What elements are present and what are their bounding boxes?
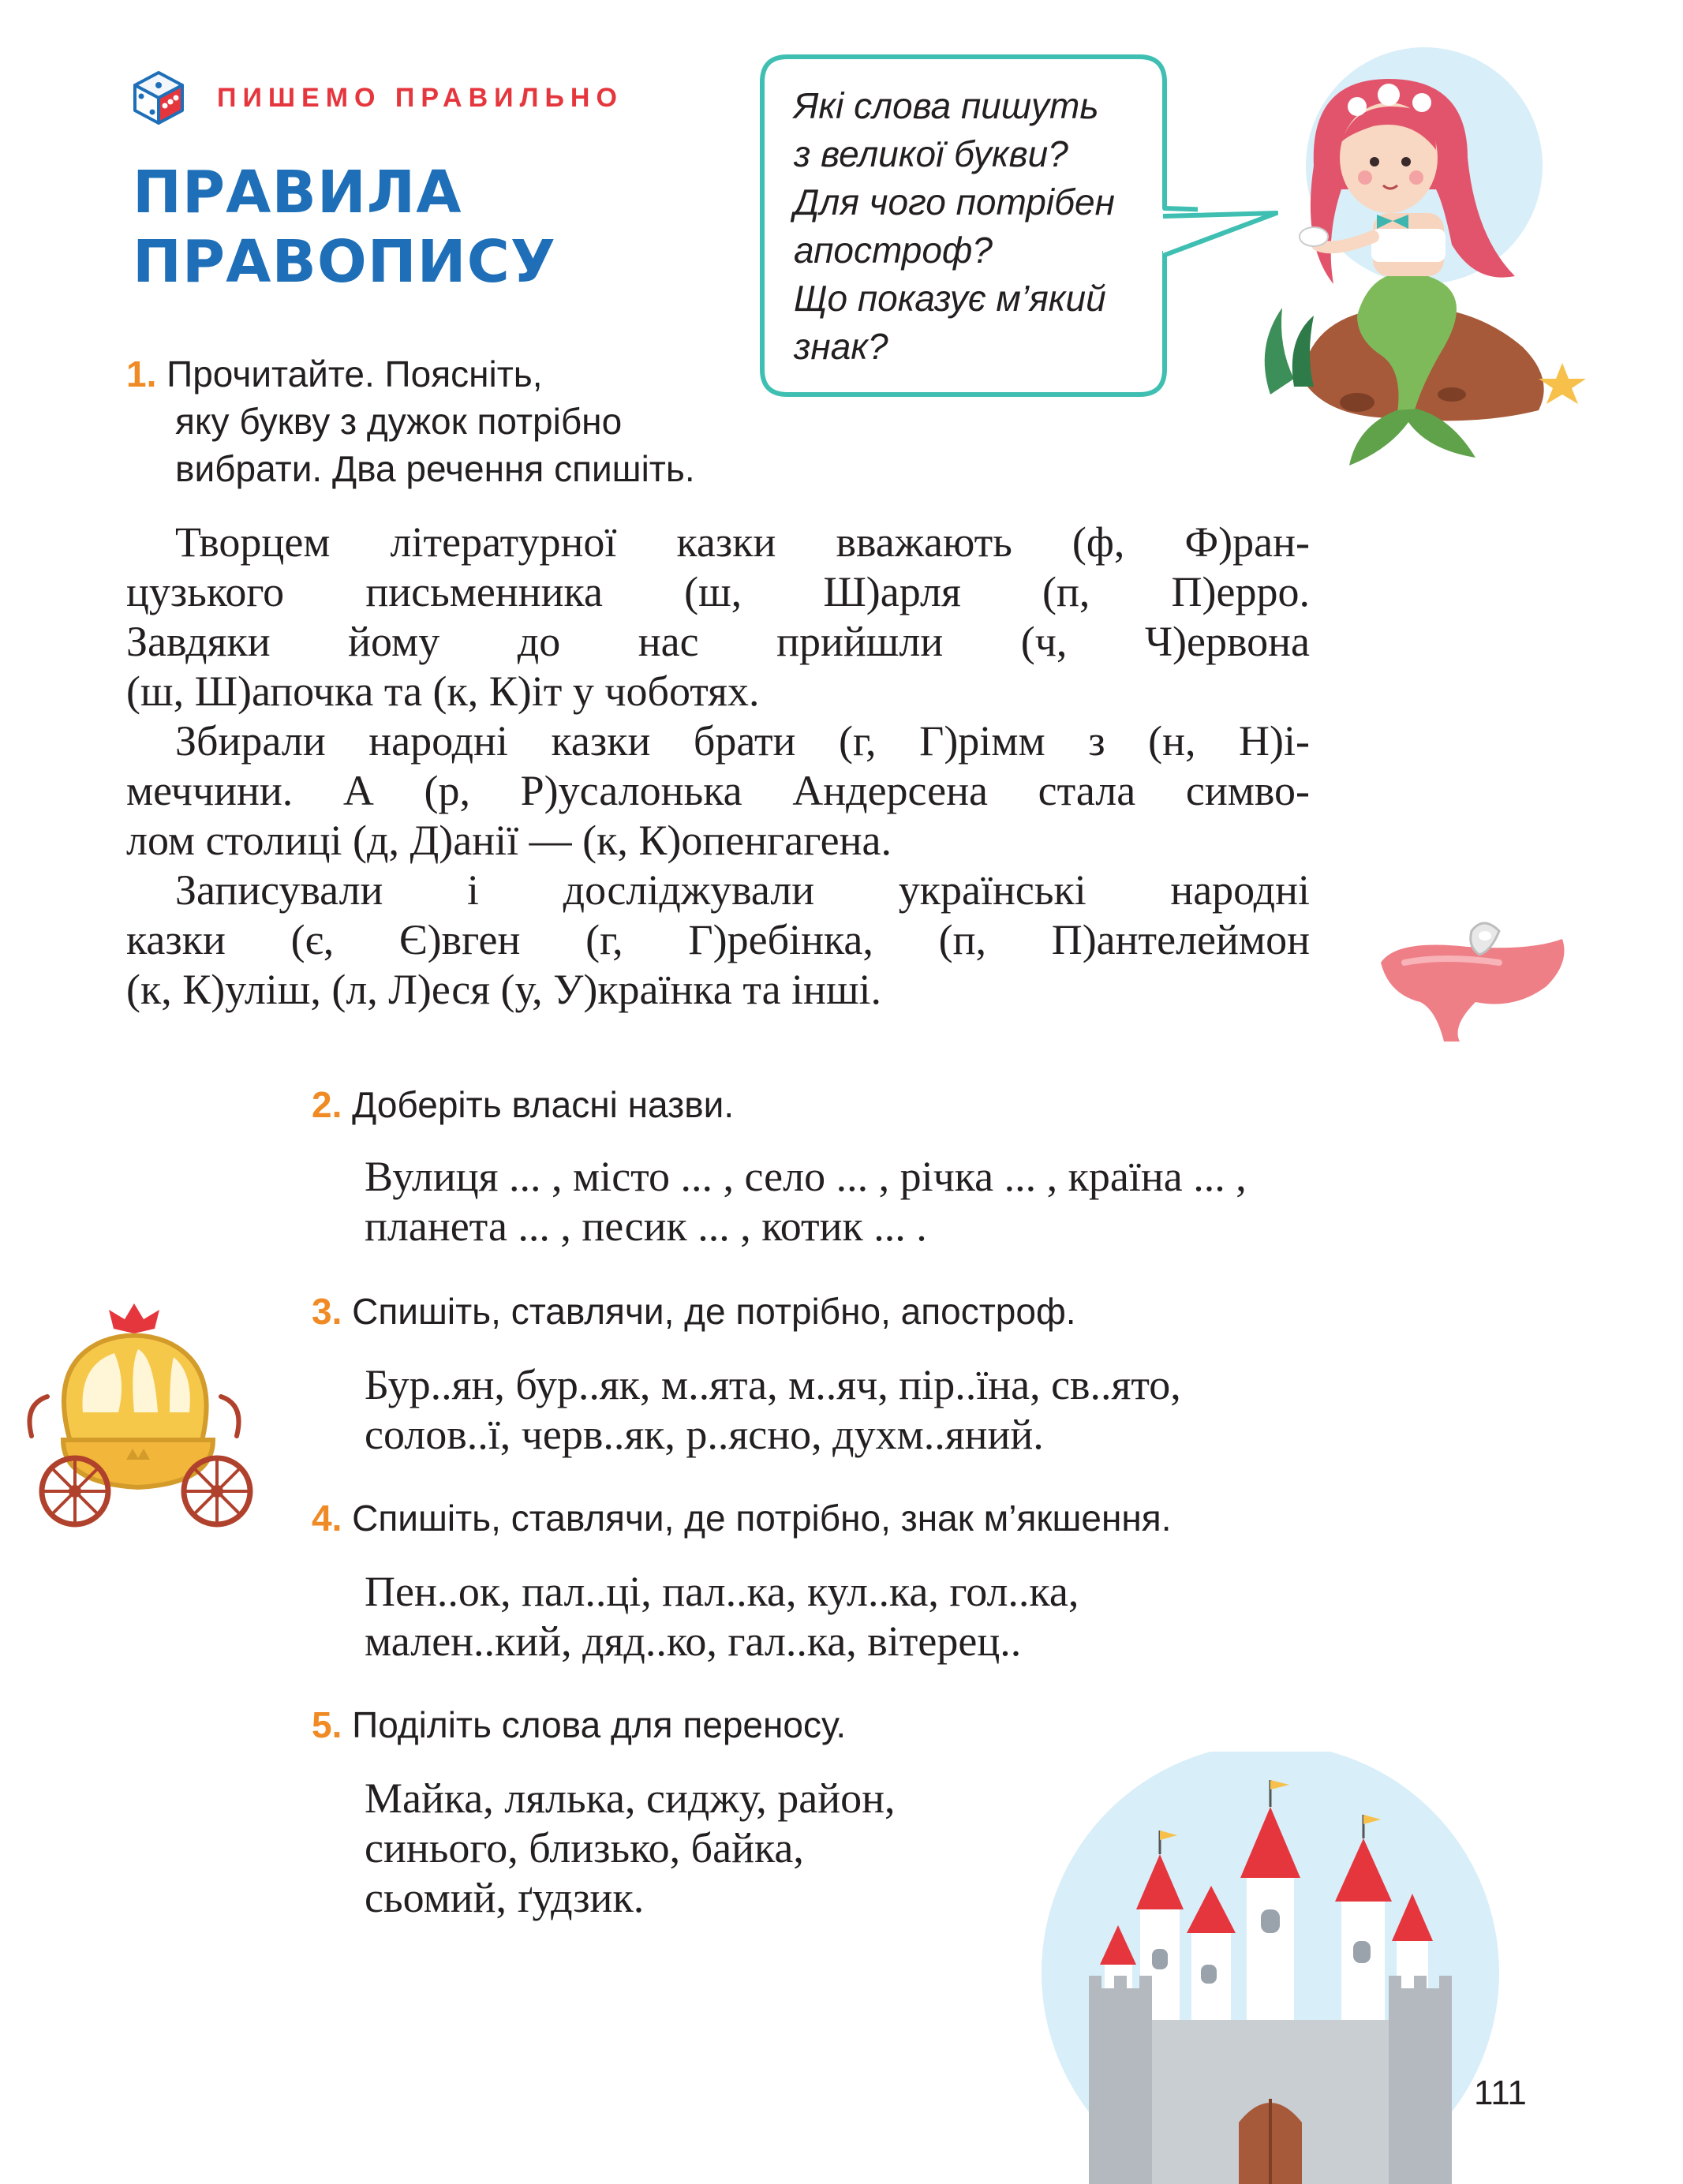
- text-line: (к, К)уліш, (л, Л)еся (у, У)країнка та інші.: [126, 966, 882, 1013]
- task-3-text: [365, 1360, 1532, 1460]
- page-title-line-2: ПРАВОПИСУ: [133, 228, 556, 296]
- text-line: цузького письменника (ш, Ш)арля (п, П)ерро.: [126, 568, 1310, 615]
- mermaid-illustration: [1239, 47, 1586, 473]
- task-4-instruction: [312, 1494, 1416, 1542]
- instruction-text: Поділіть слова для переносу.: [352, 1704, 847, 1745]
- task-5-text: [365, 1774, 1075, 1923]
- page-title-line-1: ПРАВИЛА: [133, 159, 462, 226]
- carriage-illustration: [16, 1294, 276, 1531]
- bubble-line: Які слова пишуть: [794, 85, 1099, 126]
- section-tag-text: ПИШЕМО ПРАВИЛЬНО: [217, 82, 623, 113]
- paragraph: [126, 866, 1310, 1015]
- text-line: лом столиці (д, Д)анії — (к, К)опенгагена.: [126, 817, 892, 864]
- task-3-instruction: [312, 1288, 1416, 1335]
- text-line: сьомий, ґудзик.: [365, 1874, 645, 1921]
- page-number: 111: [1474, 2074, 1527, 2112]
- bubble-line: Для чого потрібен: [794, 181, 1115, 223]
- text-line: меччини. А (р, Р)усалонька Андерсена стала симво-: [126, 767, 1310, 814]
- page-title: [133, 158, 556, 297]
- text-line: Збирали народні казки брати (г, Г)рімм з (н, Н)і-: [175, 717, 1310, 765]
- task-number: 3.: [312, 1291, 342, 1332]
- instruction-line: Прочитайте. Поясніть,: [166, 353, 543, 395]
- paragraph: [126, 518, 1310, 716]
- text-line: Бур..ян, бур..як, м..ята, м..яч, пір..їна, св..ято,: [365, 1361, 1181, 1408]
- instruction-line: вибрати. Два речення спишіть.: [175, 448, 695, 489]
- glass-slipper-illustration: [1373, 907, 1570, 1049]
- task-2-instruction: [312, 1081, 1416, 1128]
- task-1-text: [126, 518, 1310, 1015]
- text-line: Завдяки йому до нас прийшли (ч, Ч)ервона: [126, 618, 1310, 665]
- bubble-line: з великої букви?: [794, 133, 1068, 174]
- text-line: Майка, лялька, сиджу, район,: [365, 1774, 896, 1822]
- instruction-text: Спишіть, ставлячи, де потрібно, апостроф.: [352, 1291, 1076, 1332]
- task-5-instruction: [312, 1701, 1416, 1748]
- text-line: мален..кий, дяд..ко, гал..ка, вітерец..: [365, 1617, 1022, 1665]
- castle-illustration: [1026, 1752, 1515, 2184]
- section-tag: [130, 69, 623, 126]
- instruction-line: яку букву з дужок потрібно: [175, 401, 623, 442]
- task-2-text: [365, 1152, 1532, 1251]
- bubble-line: знак?: [794, 326, 888, 367]
- text-line: планета ... , песик ... , котик ... .: [365, 1202, 927, 1250]
- text-line: солов..ї, черв..як, р..ясно, духм..яний.: [365, 1411, 1044, 1458]
- text-line: Вулиця ... , місто ... , село ... , річка ... , країна ... ,: [365, 1153, 1247, 1200]
- task-4-text: [365, 1567, 1532, 1666]
- text-line: (ш, Ш)апочка та (к, К)іт у чоботях.: [126, 668, 760, 715]
- bubble-line: апостроф?: [794, 230, 993, 271]
- task-number: 1.: [126, 353, 157, 395]
- instruction-text: Спишіть, ставлячи, де потрібно, знак м’якшення.: [352, 1498, 1172, 1539]
- instruction-text: Доберіть власні назви.: [352, 1084, 735, 1125]
- task-number: 5.: [312, 1704, 342, 1745]
- task-1-instruction: [126, 350, 821, 492]
- text-line: Пен..ок, пал..ці, пал..ка, кул..ка, гол..ка,: [365, 1568, 1079, 1615]
- text-line: Записували і досліджували українські народні: [175, 866, 1310, 914]
- task-number: 4.: [312, 1498, 342, 1539]
- task-number: 2.: [312, 1084, 342, 1125]
- bubble-line: Що показує м’який: [794, 278, 1106, 319]
- text-line: Творцем літературної казки вважають (ф, Ф)ран-: [175, 518, 1310, 566]
- bubble-questions: [794, 82, 1204, 371]
- dice-icon: [130, 69, 187, 126]
- text-line: синього, близько, байка,: [365, 1824, 804, 1872]
- text-line: казки (є, Є)вген (г, Г)ребінка, (п, П)антелеймон: [126, 916, 1310, 963]
- paragraph: [126, 716, 1310, 866]
